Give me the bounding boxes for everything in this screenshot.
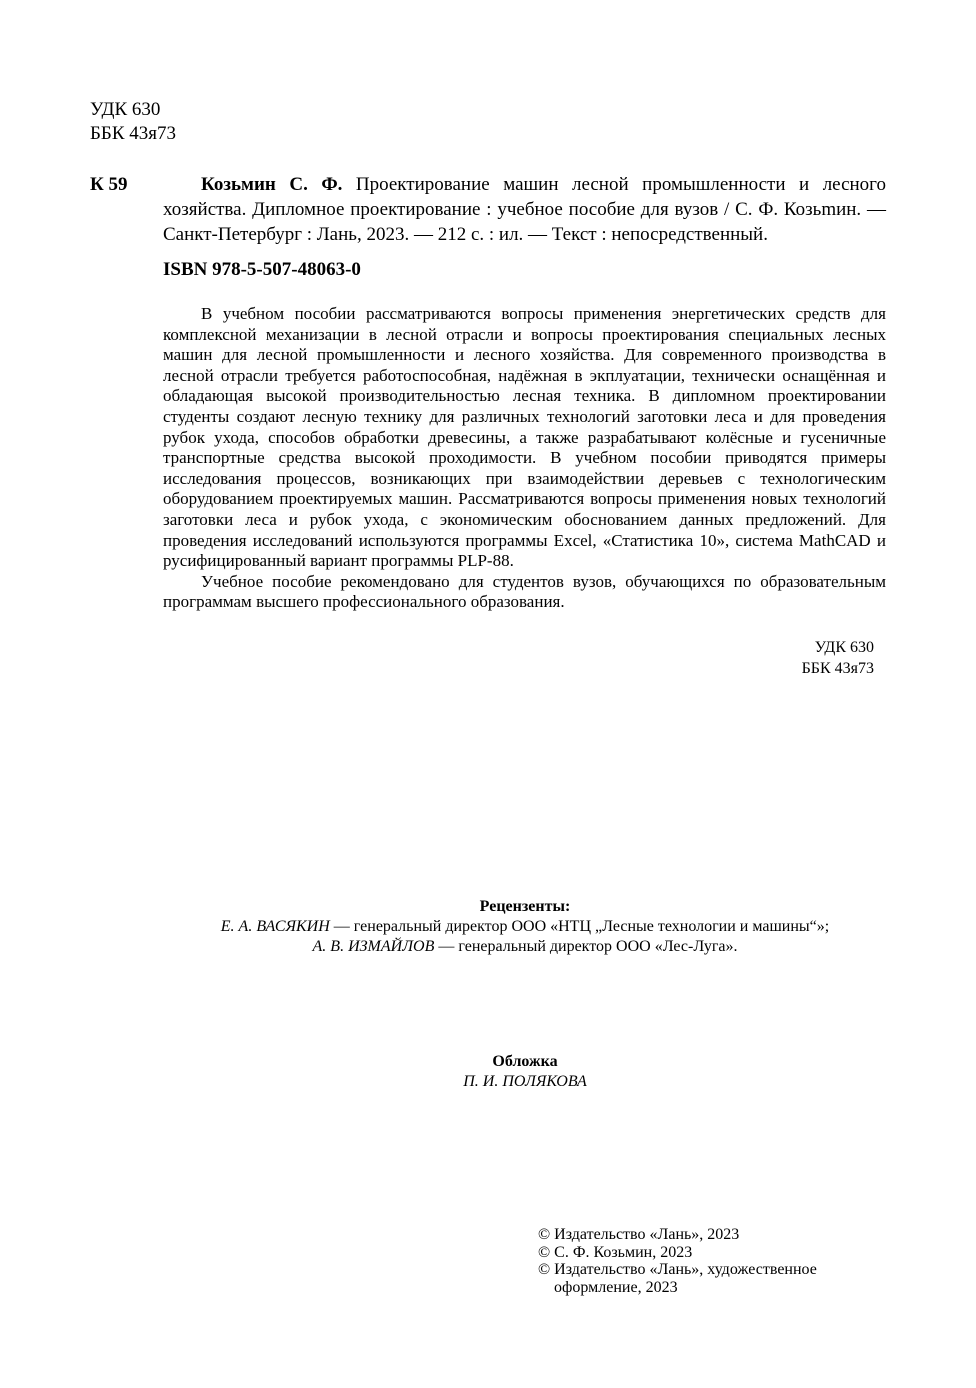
abstract (163, 304, 886, 613)
bibliographic-text: Проектирование машин лесной промышленности и лесного хозяйства. Дипломное проектирование : учебное пособие для вузов / С. Ф. Козьmин. — Санкт-Петербург : Лань, 2023. — 212 с. : ил. — Текст : непосредственный. (163, 174, 887, 245)
udk-code-right: УДК 630 (814, 639, 874, 656)
reviewers-block (120, 897, 930, 957)
cover-designer: П. И. ПОЛЯКОВА (463, 1073, 587, 1090)
copyright-line: оформление, 2023 (554, 1278, 678, 1296)
copyright-line: © Издательство «Лань», художественное (538, 1261, 817, 1278)
reviewers-heading: Рецензенты: (479, 898, 571, 915)
cover-heading: Обложка (492, 1053, 558, 1070)
classification-block (90, 98, 176, 146)
reviewer-role: — генеральный директор ООО «НТЦ „Лесные технологии и машины“»; (329, 918, 830, 935)
abstract-paragraph: Учебное пособие рекомендовано для студентов вузов, обучающихся по образовательным программам высшего профессионального образования. (163, 571, 886, 612)
abstract-paragraph: В учебном пособии рассматриваются вопросы применения энергетических средств для комплексной механизации в лесной отрасли и вопросы проектирования специальных лесных машин для лесной промышленности и лесного хозяйства. Для современного производства в лесной отрасли требуется работоспособная, надёжная в экплуатации, технически оснащённая и обладающая высокой производительностью лесная техника. В дипломном проектировании студенты создают лесную технику для различных технологий заготовки леса и для проведения рубок ухода, способов обработки древесины, а также разрабатывают колёсные и гусеничные транспортные средства высокой проходимости. В учебном пособии приводятся примеры исследования процессов, возникающих при взаимодействии деревьев с технологическим оборудованием проектируемых машин. Рассматриваются вопросы применения новых технологий заготовки леса и рубок ухода, с экономическим обоснованием данных предложений. Для проведения исследований используются программы Excel, «Статистика 10», система MathCAD и русифицированный вариант программы PLP-88. (163, 304, 886, 571)
bibliographic-record (163, 172, 886, 247)
copyright-line: © Издательство «Лань», 2023 (538, 1226, 740, 1243)
bbk-code-right: ББК 43я73 (801, 660, 874, 677)
bbk-code: ББК 43я73 (90, 123, 176, 144)
reviewer-name: Е. А. ВАСЯКИН (220, 918, 330, 935)
reviewer-line (120, 917, 930, 937)
reviewer-name: А. В. ИЗМАЙЛОВ (312, 938, 435, 955)
catalog-mark: К 59 (90, 174, 128, 195)
isbn: ISBN 978-5-507-48063-0 (163, 259, 361, 280)
classification-block-right (798, 637, 874, 679)
udk-code: УДК 630 (90, 99, 161, 120)
cover-credit (340, 1052, 710, 1092)
copyright-line: © С. Ф. Козьмин, 2023 (538, 1243, 693, 1261)
reviewer-role: — генеральный директор ООО «Лес-Луга». (434, 938, 738, 955)
copyright-block (538, 1226, 858, 1296)
reviewer-line (120, 937, 930, 957)
author-name: Козьмин С. Ф. (201, 174, 343, 195)
